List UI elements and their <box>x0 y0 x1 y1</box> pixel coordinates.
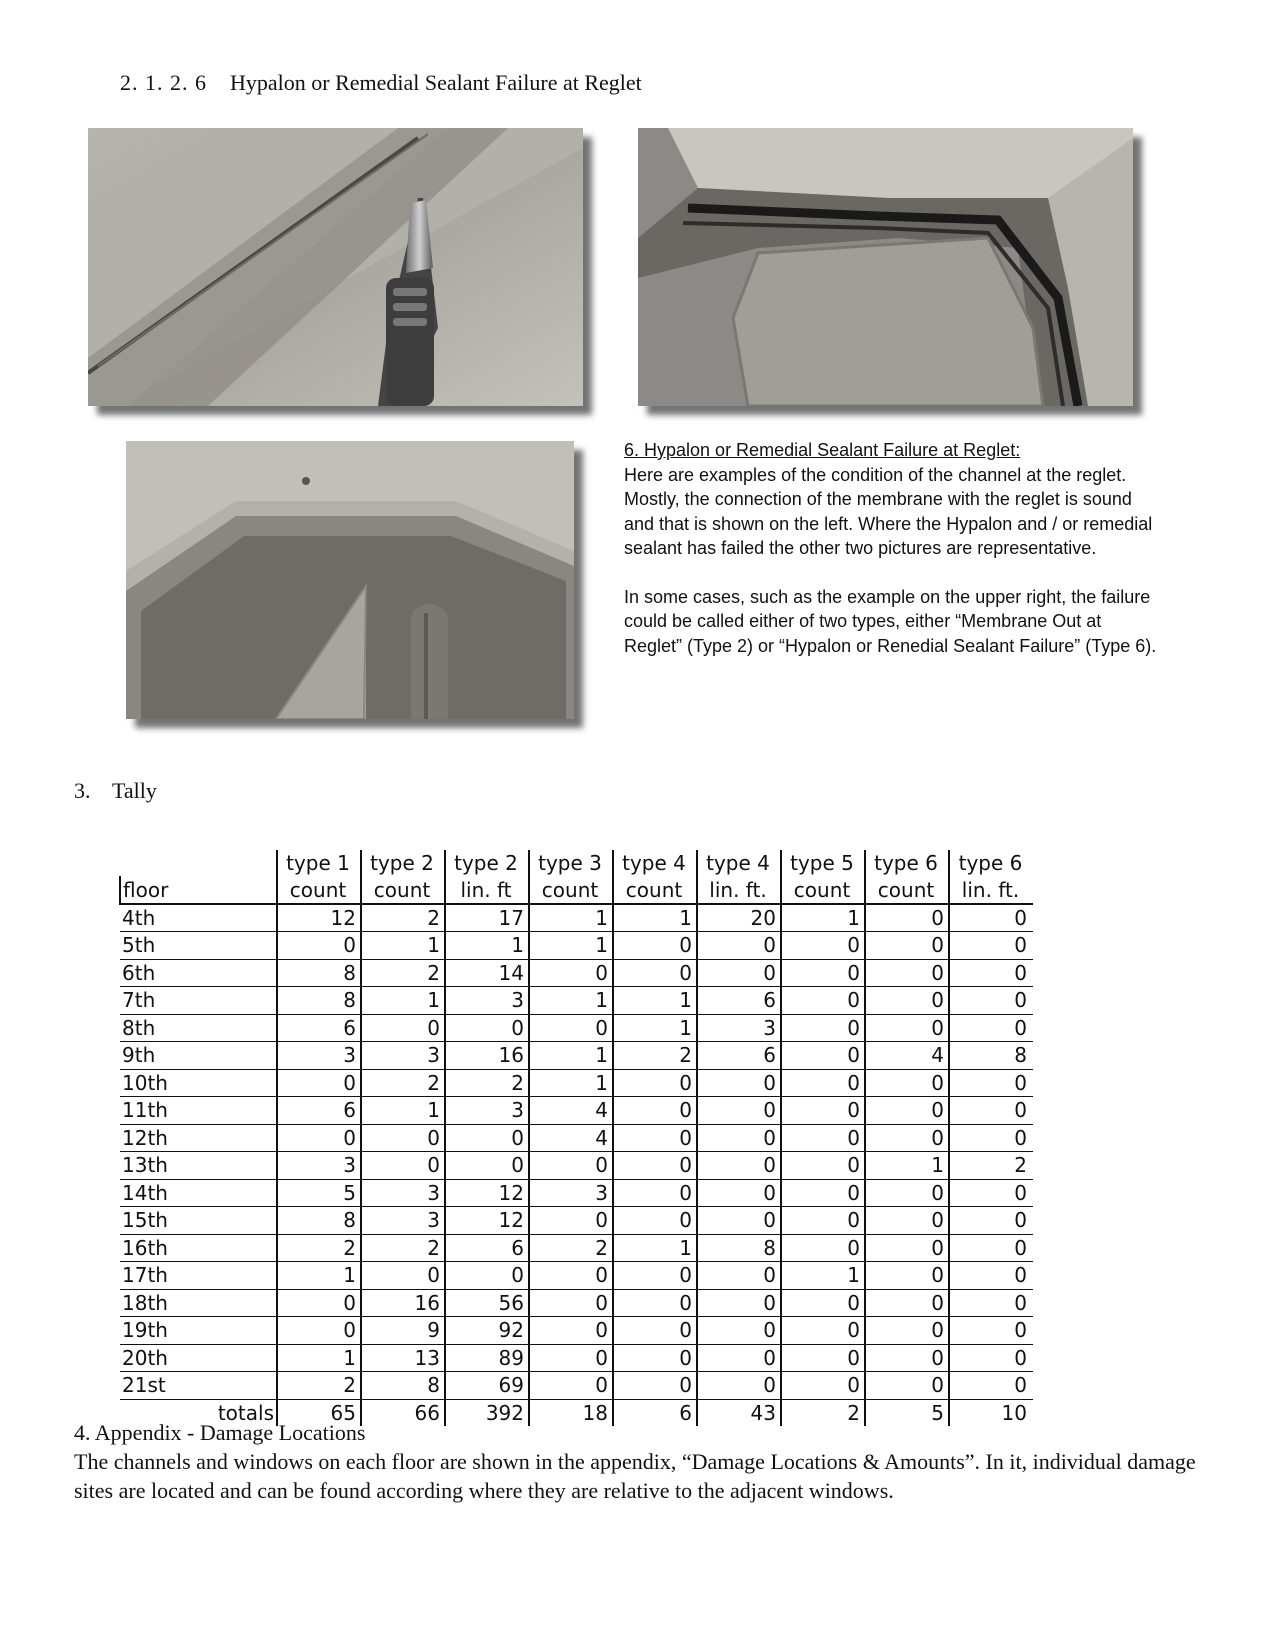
value-cell: 1 <box>613 1014 697 1042</box>
value-cell: 0 <box>697 1317 781 1345</box>
value-cell: 0 <box>781 1152 865 1180</box>
value-cell: 0 <box>949 1372 1033 1400</box>
value-cell: 65 <box>277 1399 361 1426</box>
tally-col-header-unit: count <box>613 876 697 904</box>
value-cell: 69 <box>445 1372 529 1400</box>
floor-cell: 10th <box>120 1069 277 1097</box>
value-cell: 0 <box>781 1234 865 1262</box>
value-cell: 0 <box>949 1207 1033 1235</box>
tally-header-blank <box>120 850 277 876</box>
value-cell: 1 <box>529 1069 613 1097</box>
table-row <box>120 1014 1033 1042</box>
table-row <box>120 1344 1033 1372</box>
value-cell: 0 <box>949 1069 1033 1097</box>
value-cell: 0 <box>865 1124 949 1152</box>
value-cell: 0 <box>949 1179 1033 1207</box>
caption-paragraph-1: Here are examples of the condition of the channel at the reglet. Mostly, the connection of the membrane with the reglet is sound and that is shown on the left. Where the Hypalon and / or remedial sealant has failed the other two pictures are representative. <box>624 464 1153 558</box>
value-cell: 6 <box>277 1097 361 1125</box>
value-cell: 0 <box>865 1179 949 1207</box>
value-cell: 16 <box>445 1042 529 1070</box>
value-cell: 4 <box>529 1124 613 1152</box>
caption-heading: 6. Hypalon or Remedial Sealant Failure at Reglet: <box>624 440 1021 460</box>
value-cell: 0 <box>697 1069 781 1097</box>
value-cell: 2 <box>361 959 445 987</box>
value-cell: 1 <box>277 1262 361 1290</box>
value-cell: 0 <box>949 1097 1033 1125</box>
value-cell: 0 <box>781 1097 865 1125</box>
value-cell: 0 <box>949 1317 1033 1345</box>
value-cell: 0 <box>277 1069 361 1097</box>
table-row <box>120 1152 1033 1180</box>
value-cell: 0 <box>697 1344 781 1372</box>
value-cell: 1 <box>613 1234 697 1262</box>
floor-cell: 14th <box>120 1179 277 1207</box>
photo-failed-sealant-corner <box>638 128 1133 406</box>
value-cell: 0 <box>697 1262 781 1290</box>
value-cell: 3 <box>529 1179 613 1207</box>
value-cell: 0 <box>277 1124 361 1152</box>
value-cell: 0 <box>781 1317 865 1345</box>
value-cell: 20 <box>697 904 781 932</box>
value-cell: 0 <box>529 1344 613 1372</box>
table-row <box>120 1207 1033 1235</box>
value-cell: 0 <box>613 1289 697 1317</box>
value-cell: 0 <box>697 1207 781 1235</box>
value-cell: 1 <box>613 904 697 932</box>
floor-cell: 6th <box>120 959 277 987</box>
value-cell: 0 <box>781 1179 865 1207</box>
table-row <box>120 1124 1033 1152</box>
value-cell: 8 <box>361 1372 445 1400</box>
tally-header-row-1 <box>120 850 1033 876</box>
value-cell: 0 <box>613 959 697 987</box>
value-cell: 0 <box>613 1317 697 1345</box>
value-cell: 0 <box>613 1069 697 1097</box>
value-cell: 13 <box>361 1344 445 1372</box>
value-cell: 0 <box>865 1262 949 1290</box>
photo-channel-corner-intact <box>126 441 574 719</box>
tally-col-header-type: type 2 <box>445 850 529 876</box>
value-cell: 0 <box>697 1152 781 1180</box>
tally-section-title: Tally <box>112 778 157 803</box>
value-cell: 6 <box>697 987 781 1015</box>
tally-col-header-unit: count <box>781 876 865 904</box>
value-cell: 3 <box>697 1014 781 1042</box>
value-cell: 2 <box>529 1234 613 1262</box>
value-cell: 1 <box>361 1097 445 1125</box>
value-cell: 1 <box>529 904 613 932</box>
tally-col-header-unit: count <box>529 876 613 904</box>
caption-paragraph-2: In some cases, such as the example on the upper right, the failure could be called either of two types, either “Membrane Out at Reglet” (Type 2) or “Hypalon or Renedial Sealant Failure” (Type 6). <box>624 586 1157 656</box>
table-row <box>120 1289 1033 1317</box>
value-cell: 2 <box>613 1042 697 1070</box>
value-cell: 0 <box>445 1262 529 1290</box>
value-cell: 0 <box>613 932 697 960</box>
value-cell: 0 <box>781 1207 865 1235</box>
value-cell: 0 <box>529 1207 613 1235</box>
tally-col-header-type: type 6 <box>949 850 1033 876</box>
floor-cell: 13th <box>120 1152 277 1180</box>
value-cell: 0 <box>865 959 949 987</box>
value-cell: 392 <box>445 1399 529 1426</box>
tally-col-header-type: type 5 <box>781 850 865 876</box>
value-cell: 0 <box>613 1207 697 1235</box>
value-cell: 2 <box>277 1372 361 1400</box>
value-cell: 1 <box>613 987 697 1015</box>
tally-table <box>119 850 1033 1426</box>
value-cell: 0 <box>949 904 1033 932</box>
value-cell: 0 <box>949 1262 1033 1290</box>
tally-col-header-type: type 3 <box>529 850 613 876</box>
table-row <box>120 1234 1033 1262</box>
value-cell: 3 <box>445 987 529 1015</box>
value-cell: 0 <box>529 959 613 987</box>
table-row <box>120 959 1033 987</box>
value-cell: 0 <box>529 1372 613 1400</box>
value-cell: 0 <box>949 1289 1033 1317</box>
value-cell: 1 <box>529 932 613 960</box>
value-cell: 0 <box>361 1124 445 1152</box>
value-cell: 12 <box>277 904 361 932</box>
value-cell: 92 <box>445 1317 529 1345</box>
value-cell: 0 <box>529 1014 613 1042</box>
tally-header-row-2 <box>120 876 1033 904</box>
value-cell: 2 <box>277 1234 361 1262</box>
table-row <box>120 1179 1033 1207</box>
value-cell: 0 <box>697 1372 781 1400</box>
tally-col-header-unit: lin. ft <box>445 876 529 904</box>
value-cell: 0 <box>865 1207 949 1235</box>
value-cell: 2 <box>781 1399 865 1426</box>
table-row <box>120 987 1033 1015</box>
value-cell: 3 <box>277 1042 361 1070</box>
tally-col-header-type: type 6 <box>865 850 949 876</box>
value-cell: 0 <box>865 904 949 932</box>
value-cell: 9 <box>361 1317 445 1345</box>
value-cell: 0 <box>529 1262 613 1290</box>
photo-knife-probing-reglet <box>88 128 583 406</box>
value-cell: 8 <box>277 959 361 987</box>
tally-col-header-type: type 4 <box>613 850 697 876</box>
value-cell: 0 <box>361 1152 445 1180</box>
value-cell: 0 <box>781 959 865 987</box>
value-cell: 0 <box>445 1124 529 1152</box>
value-cell: 0 <box>865 1069 949 1097</box>
value-cell: 17 <box>445 904 529 932</box>
value-cell: 5 <box>865 1399 949 1426</box>
value-cell: 0 <box>781 932 865 960</box>
value-cell: 0 <box>865 1317 949 1345</box>
tally-col-header-unit: count <box>361 876 445 904</box>
section-title: Hypalon or Remedial Sealant Failure at Reglet <box>230 70 642 95</box>
value-cell: 0 <box>613 1262 697 1290</box>
value-cell: 0 <box>445 1152 529 1180</box>
value-cell: 0 <box>949 1014 1033 1042</box>
appendix-section <box>74 1418 1224 1505</box>
value-cell: 1 <box>529 987 613 1015</box>
floor-cell: 19th <box>120 1317 277 1345</box>
value-cell: 0 <box>361 1014 445 1042</box>
value-cell: 1 <box>529 1042 613 1070</box>
value-cell: 0 <box>865 1097 949 1125</box>
value-cell: 0 <box>277 1289 361 1317</box>
value-cell: 4 <box>865 1042 949 1070</box>
value-cell: 0 <box>865 1014 949 1042</box>
floor-cell: 9th <box>120 1042 277 1070</box>
value-cell: 8 <box>277 1207 361 1235</box>
tally-col-header-type: type 1 <box>277 850 361 876</box>
value-cell: 0 <box>781 1042 865 1070</box>
value-cell: 0 <box>865 1372 949 1400</box>
value-cell: 0 <box>361 1262 445 1290</box>
floor-cell: 16th <box>120 1234 277 1262</box>
floor-cell: 5th <box>120 932 277 960</box>
value-cell: 1 <box>277 1344 361 1372</box>
table-row <box>120 1317 1033 1345</box>
value-cell: 3 <box>277 1152 361 1180</box>
value-cell: 0 <box>529 1152 613 1180</box>
value-cell: 8 <box>277 987 361 1015</box>
appendix-heading: 4. Appendix - Damage Locations <box>74 1420 366 1445</box>
value-cell: 12 <box>445 1179 529 1207</box>
floor-cell: 21st <box>120 1372 277 1400</box>
totals-label: totals <box>217 1400 274 1425</box>
value-cell: 0 <box>697 1179 781 1207</box>
value-cell: 56 <box>445 1289 529 1317</box>
value-cell: 0 <box>613 1152 697 1180</box>
value-cell: 6 <box>613 1399 697 1426</box>
value-cell: 0 <box>781 1344 865 1372</box>
value-cell: 4 <box>529 1097 613 1125</box>
value-cell: 10 <box>949 1399 1033 1426</box>
tally-col-header-unit: lin. ft. <box>697 876 781 904</box>
value-cell: 1 <box>865 1152 949 1180</box>
floor-cell: 11th <box>120 1097 277 1125</box>
value-cell: 0 <box>613 1372 697 1400</box>
value-cell: 0 <box>949 1234 1033 1262</box>
value-cell: 1 <box>781 1262 865 1290</box>
value-cell: 6 <box>697 1042 781 1070</box>
appendix-body: The channels and windows on each floor are shown in the appendix, “Damage Locations & Amounts”. In it, individual damage sites are located and can be found according where they are relative to the adjacent windows. <box>74 1449 1196 1503</box>
value-cell: 0 <box>613 1179 697 1207</box>
value-cell: 1 <box>361 932 445 960</box>
table-row <box>120 1097 1033 1125</box>
value-cell: 0 <box>277 1317 361 1345</box>
value-cell: 0 <box>949 959 1033 987</box>
value-cell: 14 <box>445 959 529 987</box>
value-cell: 0 <box>949 932 1033 960</box>
table-row <box>120 1069 1033 1097</box>
value-cell: 6 <box>277 1014 361 1042</box>
value-cell: 0 <box>949 1344 1033 1372</box>
table-row <box>120 1262 1033 1290</box>
value-cell: 8 <box>697 1234 781 1262</box>
value-cell: 6 <box>445 1234 529 1262</box>
value-cell: 0 <box>949 1124 1033 1152</box>
value-cell: 5 <box>277 1179 361 1207</box>
table-row <box>120 1042 1033 1070</box>
value-cell: 0 <box>697 1124 781 1152</box>
table-row <box>120 904 1033 932</box>
value-cell: 2 <box>361 1234 445 1262</box>
value-cell: 0 <box>865 932 949 960</box>
value-cell: 0 <box>277 932 361 960</box>
table-row <box>120 1372 1033 1400</box>
value-cell: 3 <box>445 1097 529 1125</box>
value-cell: 66 <box>361 1399 445 1426</box>
value-cell: 3 <box>361 1179 445 1207</box>
value-cell: 0 <box>865 1289 949 1317</box>
value-cell: 0 <box>781 1372 865 1400</box>
floor-cell: 17th <box>120 1262 277 1290</box>
floor-cell: 8th <box>120 1014 277 1042</box>
value-cell: 0 <box>781 1069 865 1097</box>
floor-cell: 20th <box>120 1344 277 1372</box>
value-cell: 1 <box>445 932 529 960</box>
tally-floor-header: floor <box>120 876 277 904</box>
value-cell: 89 <box>445 1344 529 1372</box>
value-cell: 0 <box>949 987 1033 1015</box>
value-cell: 12 <box>445 1207 529 1235</box>
tally-col-header-type: type 4 <box>697 850 781 876</box>
floor-cell: 7th <box>120 987 277 1015</box>
value-cell: 0 <box>781 1289 865 1317</box>
value-cell: 2 <box>949 1152 1033 1180</box>
value-cell: 0 <box>445 1014 529 1042</box>
value-cell: 0 <box>697 1289 781 1317</box>
value-cell: 2 <box>445 1069 529 1097</box>
floor-cell: 18th <box>120 1289 277 1317</box>
value-cell: 43 <box>697 1399 781 1426</box>
value-cell: 2 <box>361 904 445 932</box>
tally-col-header-unit: count <box>277 876 361 904</box>
value-cell: 3 <box>361 1207 445 1235</box>
value-cell: 3 <box>361 1042 445 1070</box>
value-cell: 0 <box>865 1344 949 1372</box>
value-cell: 0 <box>697 959 781 987</box>
floor-cell: 12th <box>120 1124 277 1152</box>
value-cell: 0 <box>613 1344 697 1372</box>
value-cell: 2 <box>361 1069 445 1097</box>
floor-cell: 4th <box>120 904 277 932</box>
photo-caption <box>624 438 1164 658</box>
tally-section-number: 3. <box>74 778 91 803</box>
tally-col-header-type: type 2 <box>361 850 445 876</box>
floor-cell: 15th <box>120 1207 277 1235</box>
table-row <box>120 932 1033 960</box>
value-cell: 0 <box>697 932 781 960</box>
value-cell: 8 <box>949 1042 1033 1070</box>
value-cell: 16 <box>361 1289 445 1317</box>
value-cell: 0 <box>781 1124 865 1152</box>
tally-col-header-unit: count <box>865 876 949 904</box>
section-number: 2. 1. 2. 6 <box>120 70 207 95</box>
value-cell: 0 <box>613 1124 697 1152</box>
value-cell: 0 <box>529 1317 613 1345</box>
value-cell: 0 <box>781 987 865 1015</box>
value-cell: 0 <box>697 1097 781 1125</box>
value-cell: 0 <box>781 1014 865 1042</box>
value-cell: 0 <box>865 987 949 1015</box>
value-cell: 1 <box>361 987 445 1015</box>
value-cell: 0 <box>613 1097 697 1125</box>
value-cell: 18 <box>529 1399 613 1426</box>
value-cell: 1 <box>781 904 865 932</box>
tally-col-header-unit: lin. ft. <box>949 876 1033 904</box>
value-cell: 0 <box>865 1234 949 1262</box>
value-cell: 0 <box>529 1289 613 1317</box>
